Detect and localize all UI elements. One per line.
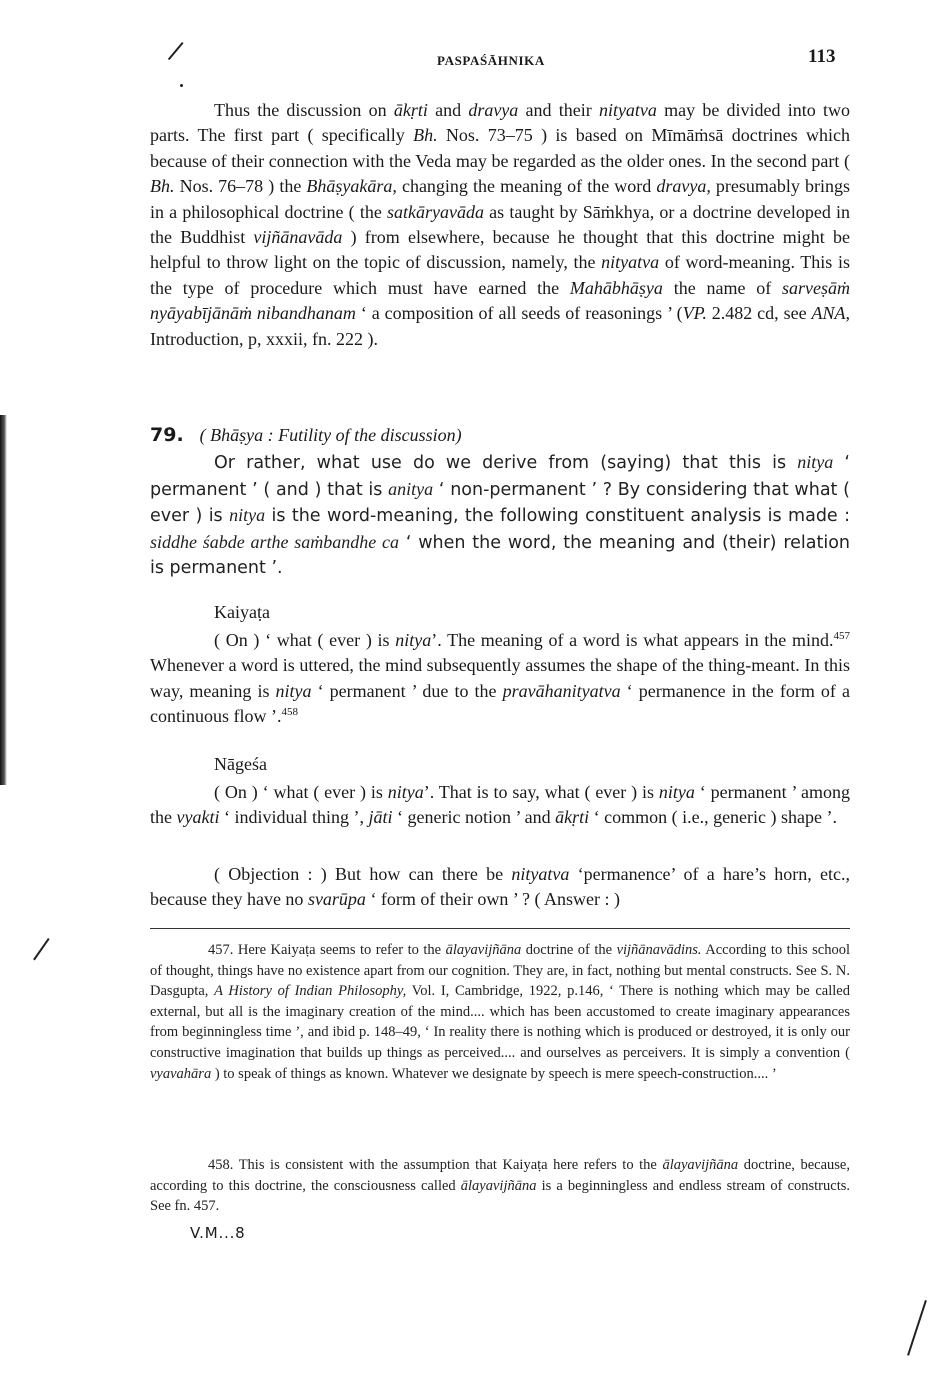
paragraph-discussion-summary: Thus the discussion on ākṛti and dravya and their nityatva may be divided into two parts. The first part ( specifically Bh. Nos. 73–75 ) is based on Mīmāṁsā doctrines which because of their connection with the Veda may be regarded as the older ones. In the second part ( Bh. Nos. 76–78 ) the Bhāṣyakāra, changing the meaning of the word dravya, presumably brings in a philosophical doctrine ( the satkāryavāda as taught by Sāṁkhya, or a doctrine developed in the Buddhist vijñānavāda ) from elsewhere, because he thought that this doctrine might be helpful to throw light on the topic of discussion, namely, the nityatva of word-meaning. This is the type of procedure which must have earned the Mahābhāṣya the name of sarveṣāṁ nyāyabījānāṁ nibandhanam ‘ a composition of all seeds of reasonings ’ (VP. 2.482 cd, see ANA, Introduction, p, xxxii, fn. 222 ). (150, 100, 851, 349)
paragraph-kaiyata: ( On ) ‘ what ( ever ) is nitya’. The meaning of a word is what appears in the mind.$^{457}$ Whenever a word is uttered, the mind subsequently assumes the shape of the thing-meant. In this way, meaning is nitya ‘ permanent ’ due to the pravāhanityatva ‘ permanence in the form of a continuous flow ’.$^{458}$ (150, 630, 850, 727)
footnote-457: 457. Here Kaiyaṭa seems to refer to the ālayavijñāna doctrine of the vijñānavādins. According to this school of thought, things have no existence apart from our cognition. They are, in fact, nothing but mental constructs. See S. N. Dasgupta, A History of Indian Philosophy, Vol. I, Cambridge, 1922, p.146, ‘ There is nothing which may be called external, but all is the imaginary creation of the mind.... which has been accustomed to create imaginary appearances from beginningless time ’, and ibid p. 148–49, ‘ In reality there is nothing which is produced or destroyed, it is only our constructive imagination that builds up things as perceived.... and ourselves as perceivers. It is simply a convention ( vyavahāra ) to speak of things as known. Whatever we designate by speech is mere speech-construction.... ’ (150, 942, 850, 1082)
pencil-mark (907, 1300, 927, 1356)
pencil-mark (168, 42, 184, 60)
section-title: ( Bhāṣya : Futility of the discussion) (199, 425, 462, 445)
paragraph-nagesa: ( On ) ‘ what ( ever ) is nitya’. That is to say, what ( ever ) is nitya ‘ permanent ’ among the vyakti ‘ individual thing ’, jāti ‘ generic notion ’ and ākṛti ‘ common ( i.e., generic ) shape ’. (150, 782, 850, 828)
subheading-nagesa: Nāgeśa (214, 754, 267, 774)
page-number: 113 (808, 46, 836, 67)
paragraph-bhasya: Or rather, what use do we derive from (saying) that this is nitya ‘ permanent ’ ( and ) that is anitya ‘ non-permanent ’ ? By considering that what ( ever ) is nitya is the word-meaning, the following constituent analysis is made : siddhe śabde arthe saṁbandhe ca ‘ when the word, the meaning and (their) relation is permanent ’. (150, 452, 850, 579)
footnote-458: 458. This is consistent with the assumption that Kaiyaṭa here refers to the ālayavijñāna doctrine, because, according to this doctrine, the consciousness called ālayavijñāna is a beginningless and endless stream of constructs. See fn. 457. (150, 1157, 850, 1215)
paragraph-objection: ( Objection : ) But how can there be nityatva ‘permanence’ of a hare’s horn, etc., because they have no svarūpa ‘ form of their own ’ ? ( Answer : ) (150, 864, 850, 910)
subheading-kaiyata: Kaiyaṭa (214, 602, 270, 622)
signature-mark: V.M...8 (190, 1224, 246, 1242)
footnote-ref: 458 (281, 706, 298, 719)
pencil-mark (33, 938, 50, 960)
ink-dot (180, 84, 183, 87)
footnote-divider (150, 928, 850, 929)
running-head: PASPAŚĀHNIKA (437, 53, 545, 68)
footnote-ref: 457 (833, 630, 850, 642)
section-number: 79. (150, 424, 184, 446)
binding-shadow (0, 415, 7, 785)
section-heading (150, 424, 462, 446)
